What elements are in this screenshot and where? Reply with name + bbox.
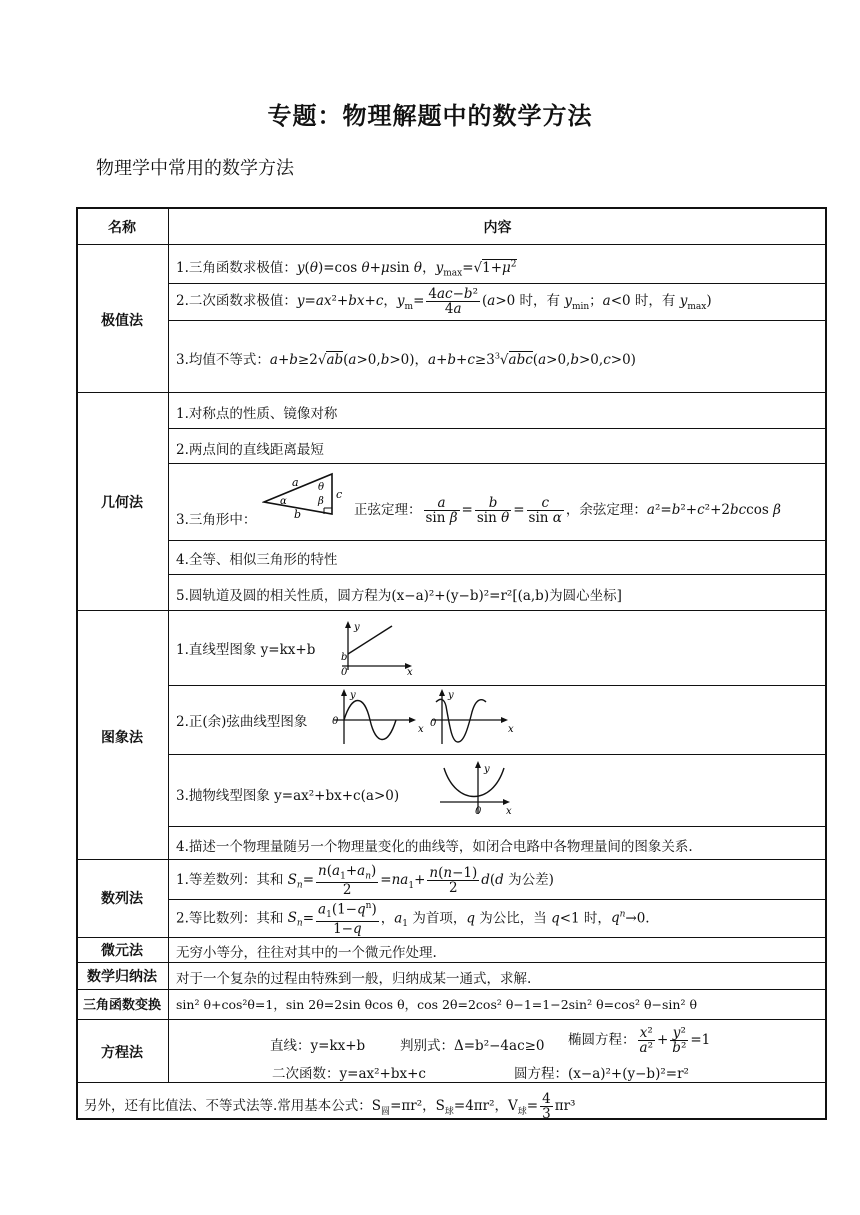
page-subtitle: 物理学中常用的数学方法 — [96, 158, 294, 179]
row-quadratic-extremum: 2.二次函数求极值：y=ax²+bx+c，$y_m=$ $\frac{\text{4ac−b²}}{4a}$ (a>0 时，有 $y_{min}$；a<0 时，有 $y_{max}$) — [176, 286, 712, 318]
table-rule — [76, 610, 827, 611]
table-rule — [168, 754, 827, 755]
svg-text:0: 0 — [430, 718, 437, 729]
table-rule — [168, 826, 827, 827]
row-trig-extremum: 1.三角函数求极值：y(θ)=cos θ+μsin θ，$y_{max}=√1+\mu^2$ — [176, 259, 517, 279]
row-congruent-similar: 4.全等、相似三角形的特性 — [176, 552, 338, 568]
row-infinitesimal: 无穷小等分，往往对其中的一个微元作处理. — [176, 945, 437, 961]
row-symmetry: 1.对称点的性质、镜像对称 — [176, 406, 338, 422]
footer-text: =πr²，S — [390, 1098, 445, 1115]
footer-text: 另外，还有比值法、不等式法等.常用基本公式：S — [84, 1098, 382, 1115]
table-rule — [168, 283, 827, 284]
category-infinitesimal: 微元法 — [101, 943, 143, 959]
row-mean-inequality: 3.均值不等式：a+b≥2√ab(a>0,b>0)，$a+b+c\ge 3^3√abc(a>0,b>0,c>0)$ — [176, 351, 636, 368]
footer-sub: 球 — [517, 1106, 527, 1117]
eq-circle: 圆方程：(x−a)²+(y−b)²=r² — [514, 1066, 689, 1082]
sine-graph-sketch — [330, 688, 424, 748]
footer-text: =4πr²，V — [453, 1098, 518, 1115]
svg-text:0: 0 — [341, 667, 348, 676]
svg-text:b: b — [294, 508, 302, 518]
svg-text:y: y — [484, 764, 490, 775]
category-trig-transform: 三角函数变换 — [82, 998, 161, 1013]
table-footer: 另外，还有比值法、不等式法等.常用基本公式：$S_圆=\pi r^2$，$S_球=4\pi r^2$，$V_球=$ $\frac{4}{3}$ πr³ — [84, 1091, 576, 1123]
row-text: 2.等比数列：其和 — [176, 910, 288, 927]
row-text: ，余弦定理： — [565, 502, 647, 519]
triangle-diagram — [262, 470, 342, 518]
table-rule — [76, 962, 827, 963]
svg-text:y: y — [354, 622, 360, 633]
row-circle: 5.圆轨道及圆的相关性质，圆方程为(x−a)²+(y−b)²=r²[(a,b)为圆心坐标] — [176, 588, 622, 604]
row-geometric-sequence: 2.等比数列：其和 $S_n=$ $\frac{a_1(1-q^n)}{1-q}$ ，$a_1$ 为首项，q 为公比，当 q<1 时，$q^n\to 0$. — [176, 901, 650, 937]
footer-sub: 球 — [444, 1106, 454, 1117]
row-text: 1.等差数列：其和 — [176, 872, 288, 889]
svg-text:y: y — [448, 690, 454, 701]
row-text: 椭圆方程： — [568, 1032, 636, 1049]
parabola-graph-sketch — [438, 760, 518, 816]
table-divider — [168, 207, 169, 1082]
table-rule — [168, 320, 827, 321]
table-rule — [168, 463, 827, 464]
table-rule — [168, 685, 827, 686]
table-rule — [76, 1082, 827, 1083]
svg-text:c: c — [336, 488, 342, 501]
table-rule — [76, 1019, 827, 1020]
page-title: 专题：物理解题中的数学方法 — [267, 102, 593, 130]
svg-text:y: y — [350, 690, 356, 701]
row-shortest-distance: 2.两点间的直线距离最短 — [176, 442, 324, 458]
table-rule — [168, 540, 827, 541]
table-rule — [76, 859, 827, 860]
category-graph: 图象法 — [101, 730, 143, 746]
table-rule — [168, 428, 827, 429]
footer-text: = — [526, 1098, 539, 1115]
table-rule — [76, 989, 827, 990]
row-arithmetic-sequence: 1.等差数列：其和 $S_n=$ $\frac{n(a_1+a_n)}{2}$ $=na_1+$ $\frac{n(n-1)}{2}$ d(d 为公差) — [176, 863, 554, 899]
category-induction: 数学归纳法 — [87, 969, 157, 985]
svg-text:x: x — [407, 667, 413, 676]
row-sine-graph: 2.正(余)弦曲线型图象 — [176, 714, 308, 730]
category-equation: 方程法 — [101, 1045, 143, 1061]
row-parabola-graph: 3.抛物线型图象 y=ax²+bx+c(a>0) — [176, 788, 400, 804]
table-rule — [76, 937, 827, 938]
svg-text:0: 0 — [332, 716, 339, 727]
column-header-name: 名称 — [108, 220, 136, 236]
eq-quadratic: 二次函数：y=ax²+bx+c — [272, 1066, 426, 1082]
category-sequence: 数列法 — [101, 891, 143, 907]
row-trig-identities: sin² θ+cos²θ=1，sin 2θ=2sin θcos θ，cos 2θ=2cos² θ−1=1−2sin² θ=cos² θ−sin² θ — [176, 997, 697, 1012]
row-linear-graph: 1.直线型图象 y=kx+b — [176, 642, 316, 658]
svg-text:x: x — [508, 724, 514, 735]
row-sine-cosine-law: 正弦定理： $\frac{a}{\text{sin β}}$ = $\frac{b}{\text{sin θ}}$ = $\frac{c}{\text{sin α}}$ ，余弦定理：a²=b²+c²+2bccos β — [354, 495, 781, 527]
footer-text: πr³ — [554, 1098, 576, 1115]
svg-text:0: 0 — [475, 806, 482, 816]
svg-text:x: x — [418, 724, 424, 735]
category-extremum: 极值法 — [101, 313, 143, 329]
svg-text:β: β — [318, 496, 324, 507]
row-text: 3.三角形中： — [176, 512, 257, 528]
row-text: 2.二次函数求极值： — [176, 293, 297, 310]
row-triangle — [176, 508, 256, 528]
svg-text:θ: θ — [318, 482, 325, 493]
svg-text:x: x — [506, 806, 512, 816]
svg-text:b: b — [341, 652, 348, 663]
row-physics-curves: 4.描述一个物理量随另一个物理量变化的曲线等，如闭合电路中各物理量间的图象关系. — [176, 839, 693, 855]
table-rule — [168, 899, 827, 900]
row-text: 3.均值不等式： — [176, 352, 270, 368]
column-header-content: 内容 — [483, 220, 512, 236]
row-induction: 对于一个复杂的过程由特殊到一般，归纳成某一通式，求解. — [176, 971, 532, 987]
table-rule — [168, 574, 827, 575]
cosine-graph-sketch — [428, 688, 520, 748]
table-rule — [76, 244, 827, 245]
row-text: 正弦定理： — [354, 502, 422, 519]
row-text: 1.三角函数求极值： — [176, 260, 297, 276]
footer-sub: 圆 — [381, 1106, 391, 1117]
linear-graph-sketch — [338, 620, 416, 676]
category-geometry: 几何法 — [101, 495, 143, 511]
table-rule — [76, 392, 827, 393]
eq-ellipse: 椭圆方程： $\frac{\text{x²}}{\text{a²}}$ + $\frac{\text{y²}}{\text{b²}}$ =1 — [568, 1025, 711, 1057]
eq-line: 直线：y=kx+b — [270, 1038, 366, 1054]
svg-text:a: a — [292, 476, 299, 489]
svg-text:α: α — [280, 496, 287, 507]
eq-discriminant: 判别式：Δ=b²−4ac≥0 — [400, 1038, 545, 1054]
